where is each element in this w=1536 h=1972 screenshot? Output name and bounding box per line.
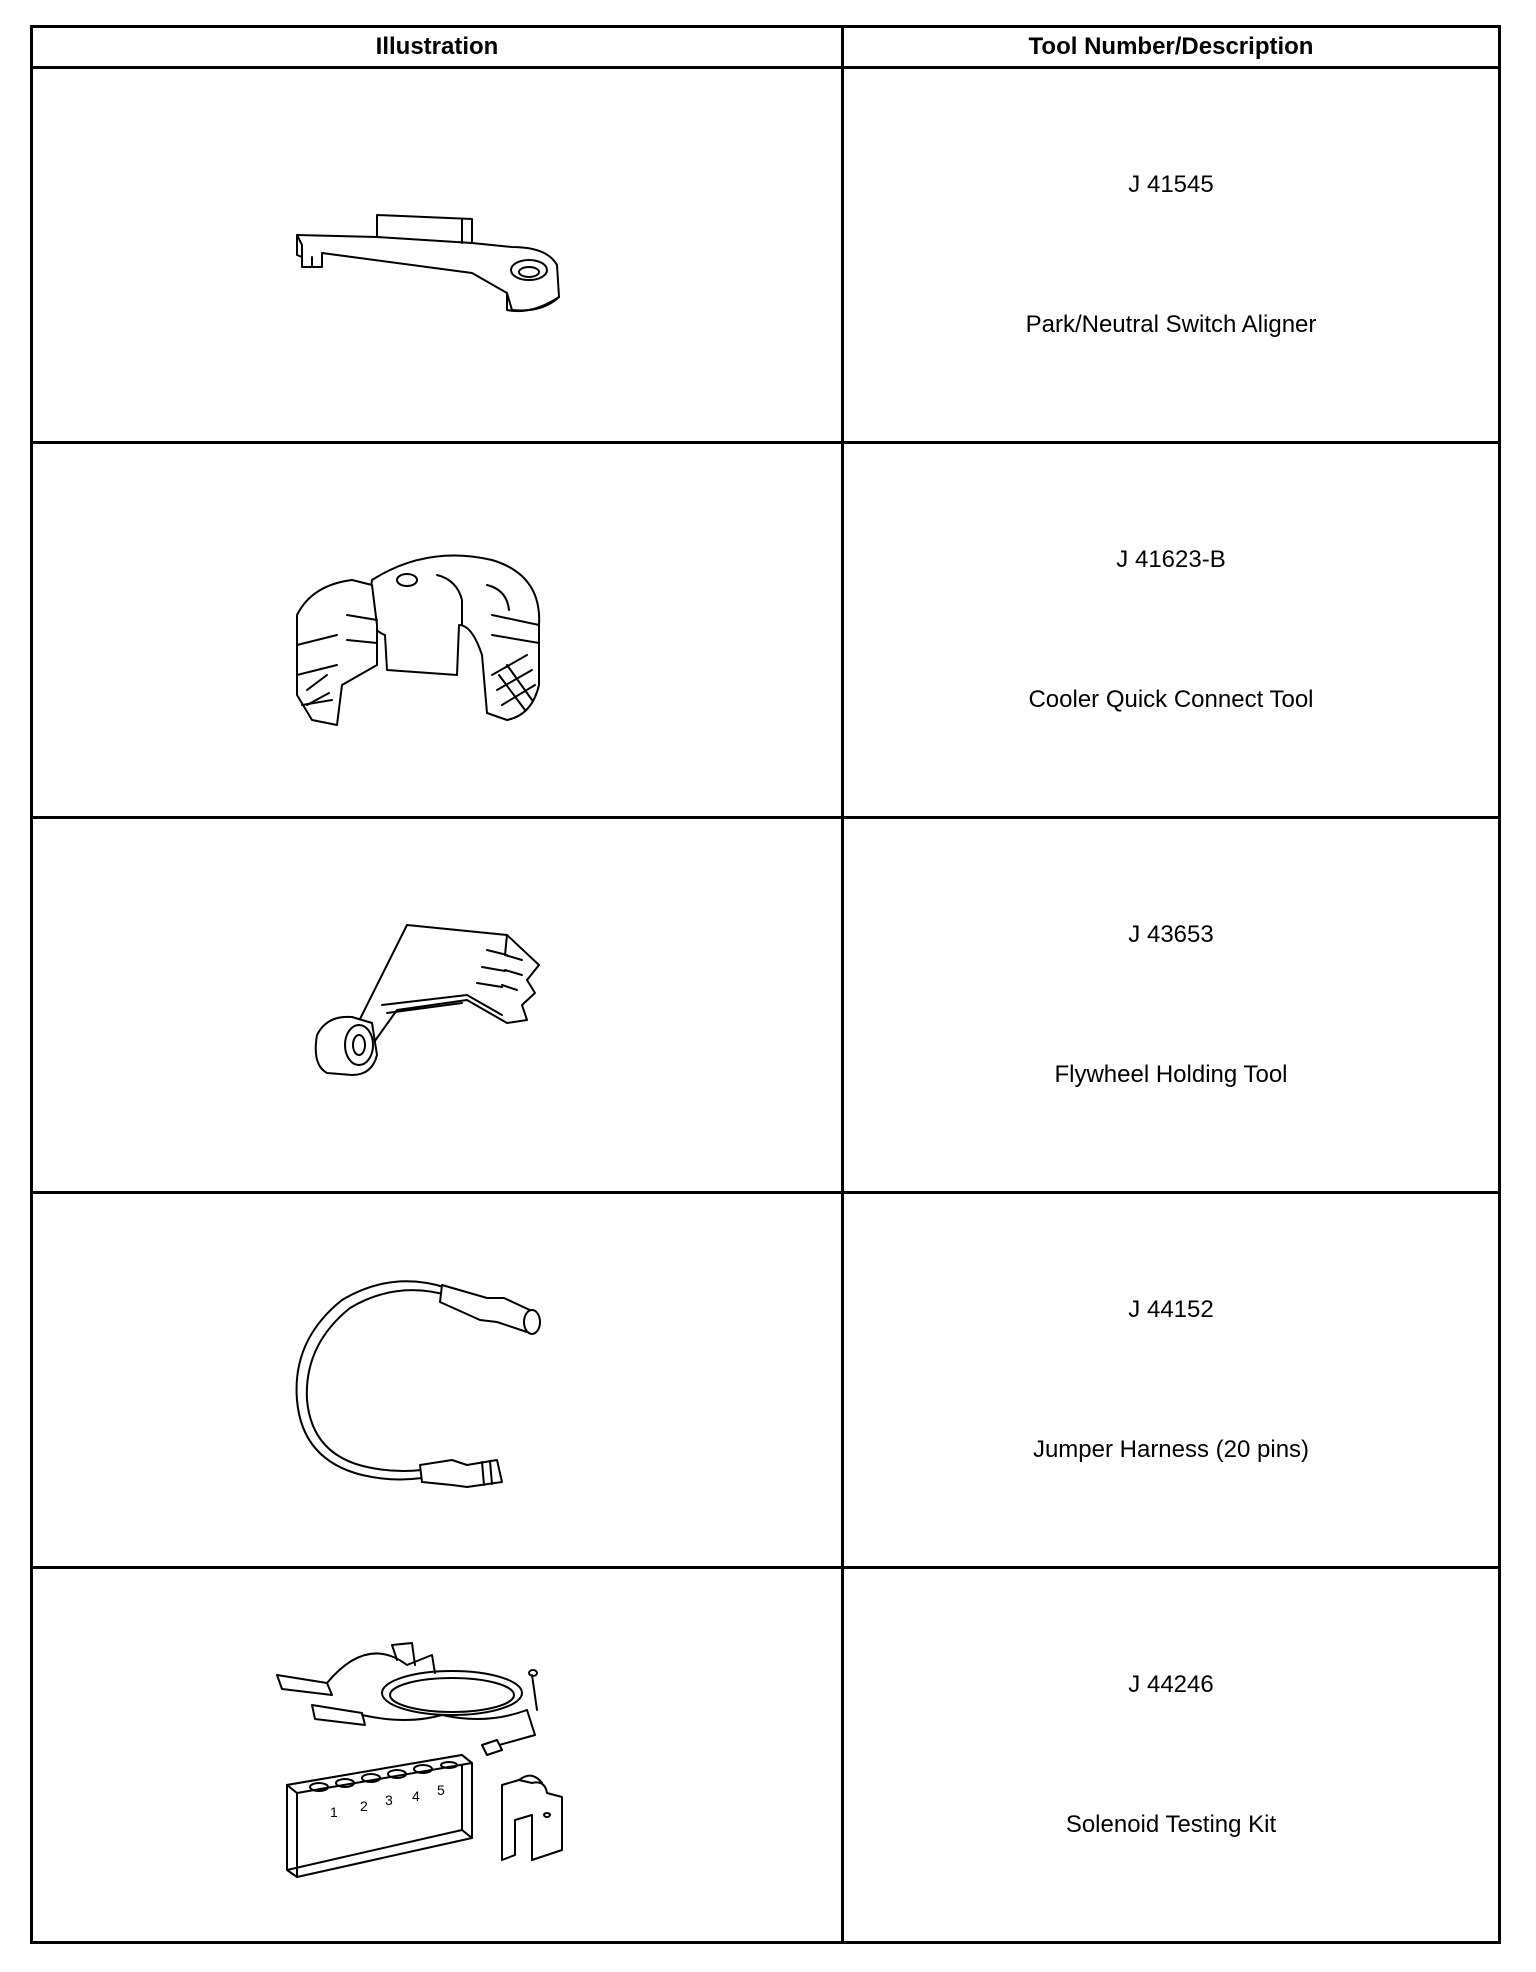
tool-info-cell (843, 443, 1500, 818)
tool-number: J 44246 (1128, 1671, 1214, 1698)
tool-number-description-header: Tool Number/Description (843, 27, 1500, 68)
table-row (32, 68, 1500, 443)
tool-info-cell (843, 1193, 1500, 1568)
svg-text:3: 3 (385, 1792, 393, 1808)
illustration-cell (32, 818, 843, 1193)
tool-description: Jumper Harness (20 pins) (1032, 1436, 1310, 1463)
illustration-header: Illustration (32, 27, 843, 68)
tool-number: J 41623-B (1116, 546, 1226, 573)
table-row (32, 443, 1500, 818)
tool-info-cell (843, 1568, 1500, 1943)
illustration-cell (32, 68, 843, 443)
svg-text:5: 5 (437, 1782, 445, 1798)
header-row (32, 27, 1500, 68)
table-row (32, 1193, 1500, 1568)
tool-description: Park/Neutral Switch Aligner (1025, 311, 1317, 338)
illustration-cell (32, 1568, 843, 1943)
tool-number: J 41545 (1128, 171, 1214, 198)
svg-text:2: 2 (360, 1798, 368, 1814)
flywheel-holding-tool-illustration (33, 819, 841, 1191)
table-row (32, 818, 1500, 1193)
table-row (32, 1568, 1500, 1943)
tool-info-cell (843, 818, 1500, 1193)
tool-number: J 43653 (1128, 921, 1214, 948)
svg-text:1: 1 (330, 1804, 338, 1820)
svg-text:4: 4 (412, 1788, 420, 1804)
tool-description: Cooler Quick Connect Tool (1028, 686, 1314, 713)
illustration-cell (32, 443, 843, 818)
jumper-harness-illustration (33, 1194, 841, 1566)
tool-info-cell (843, 68, 1500, 443)
illustration-cell (32, 1193, 843, 1568)
tool-description: Flywheel Holding Tool (1054, 1061, 1288, 1088)
tool-number: J 44152 (1128, 1296, 1214, 1323)
cooler-quick-connect-tool-illustration (33, 444, 841, 816)
tool-description: Solenoid Testing Kit (1065, 1811, 1277, 1838)
solenoid-testing-kit-illustration (33, 1569, 841, 1941)
park-neutral-switch-aligner-illustration (33, 69, 841, 441)
special-tools-table (30, 25, 1501, 1944)
